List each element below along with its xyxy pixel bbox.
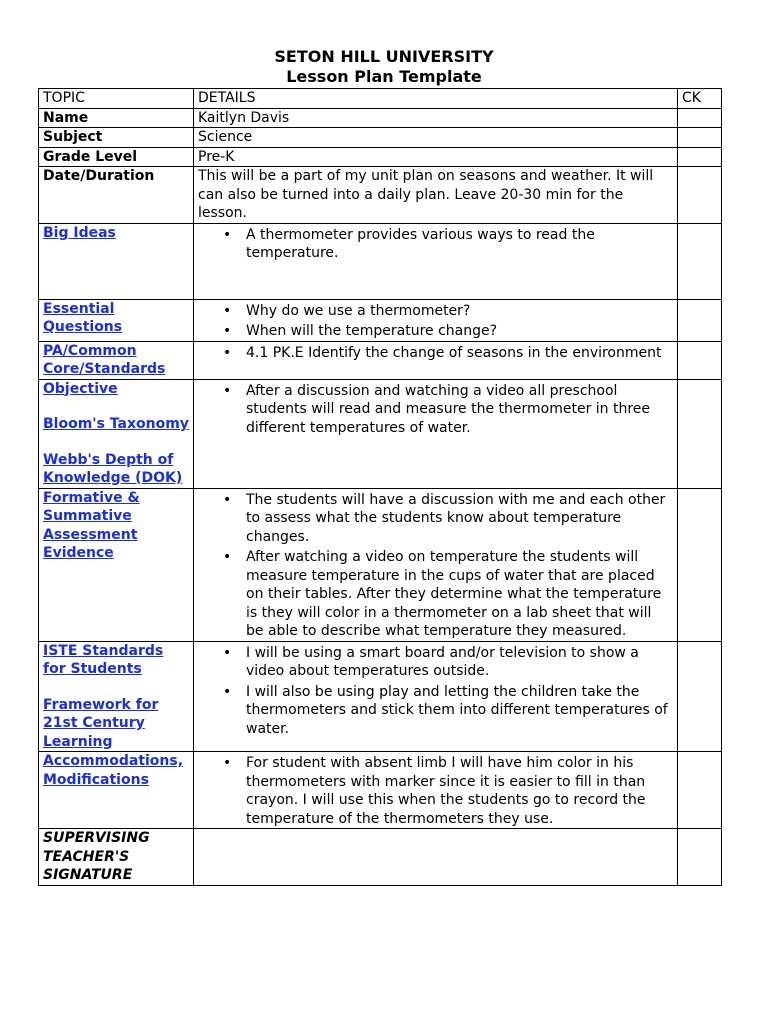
list-item: • After watching a video on temperature the students will measure temperature in the cups of water that are placed on their tables. After they determine what the temperature is they will color in a thermometer on a lab sheet that will be able to describe what temperature they measured. <box>198 548 673 641</box>
value-name: Kaitlyn Davis <box>194 108 678 128</box>
row-objective <box>39 379 722 488</box>
value-grade-level: Pre-K <box>194 147 678 167</box>
ck-cell[interactable] <box>678 167 722 224</box>
row-signature <box>39 829 722 886</box>
value-subject: Science <box>194 128 678 148</box>
link-assessment-evidence[interactable]: Formative & Summative Assessment Evidence <box>43 489 140 561</box>
label-date-duration: Date/Duration <box>39 167 194 224</box>
row-assessment <box>39 488 722 641</box>
link-blooms-taxonomy[interactable]: Bloom's Taxonomy <box>43 416 189 432</box>
row-big-ideas <box>39 223 722 299</box>
list-item: • 4.1 PK.E Identify the change of seasons in the environment <box>198 344 673 363</box>
list-item: • I will also be using play and letting the children take the thermometers and stick them into different temperatures of water. <box>198 683 673 739</box>
label-supervising-signature: SUPERVISING TEACHER'S SIGNATURE <box>39 829 194 886</box>
university-title: SETON HILL UNIVERSITY <box>274 47 494 66</box>
list-item: • For student with absent limb I will have him color in his thermometers with marker since it is easier to fill in than crayon. I will use this when the students go to record the temperature of the thermometers they use. <box>198 754 673 828</box>
link-standards[interactable]: PA/Common Core/Standards <box>43 342 166 377</box>
ck-cell[interactable] <box>678 223 722 299</box>
list-item: • When will the temperature change? <box>198 322 673 341</box>
link-iste-standards[interactable]: ISTE Standards for Students <box>43 642 164 677</box>
list-item: • Why do we use a thermometer? <box>198 302 673 321</box>
link-webbs-dok[interactable]: Webb's Depth of Knowledge (DOK) <box>43 451 183 486</box>
link-big-ideas[interactable]: Big Ideas <box>43 224 116 241</box>
link-framework-21st-century[interactable]: Framework for 21st Century Learning <box>43 696 159 750</box>
list-item: • A thermometer provides various ways to read the temperature. <box>198 226 673 263</box>
header-details: DETAILS <box>194 89 678 109</box>
lesson-plan-table <box>38 88 722 886</box>
ck-cell[interactable] <box>678 641 722 752</box>
link-accommodations[interactable]: Accommodations, Modifications <box>43 753 184 788</box>
value-date-duration: This will be a part of my unit plan on seasons and weather. It will can also be turned into a daily plan. Leave 20-30 min for the lesson. <box>194 167 678 224</box>
header-ck: CK <box>678 89 722 109</box>
label-grade-level: Grade Level <box>39 147 194 167</box>
row-iste-standards <box>39 641 722 752</box>
list-item: • The students will have a discussion with me and each other to assess what the students know about temperature changes. <box>198 491 673 547</box>
ck-cell[interactable] <box>678 752 722 829</box>
ck-cell[interactable] <box>678 829 722 886</box>
ck-cell[interactable] <box>678 341 722 379</box>
row-date-duration <box>39 167 722 224</box>
row-accommodations <box>39 752 722 829</box>
ck-cell[interactable] <box>678 108 722 128</box>
header-topic: TOPIC <box>39 89 194 109</box>
ck-cell[interactable] <box>678 128 722 148</box>
ck-cell[interactable] <box>678 379 722 488</box>
list-item: • I will be using a smart board and/or television to show a video about temperatures outside. <box>198 644 673 681</box>
link-essential-questions[interactable]: Essential Questions <box>43 300 123 335</box>
ck-cell[interactable] <box>678 147 722 167</box>
list-item: • After a discussion and watching a video all preschool students will read and measure the thermometer in three different temperatures of water. <box>198 382 673 438</box>
row-grade-level <box>39 147 722 167</box>
label-name: Name <box>39 108 194 128</box>
row-essential-questions <box>39 299 722 341</box>
table-header-row <box>39 89 722 109</box>
row-name <box>39 108 722 128</box>
signature-field[interactable] <box>194 829 678 886</box>
label-subject: Subject <box>39 128 194 148</box>
row-subject <box>39 128 722 148</box>
row-standards <box>39 341 722 379</box>
document-title: Lesson Plan Template <box>286 67 482 86</box>
ck-cell[interactable] <box>678 488 722 641</box>
ck-cell[interactable] <box>678 299 722 341</box>
link-objective[interactable]: Objective <box>43 380 118 397</box>
